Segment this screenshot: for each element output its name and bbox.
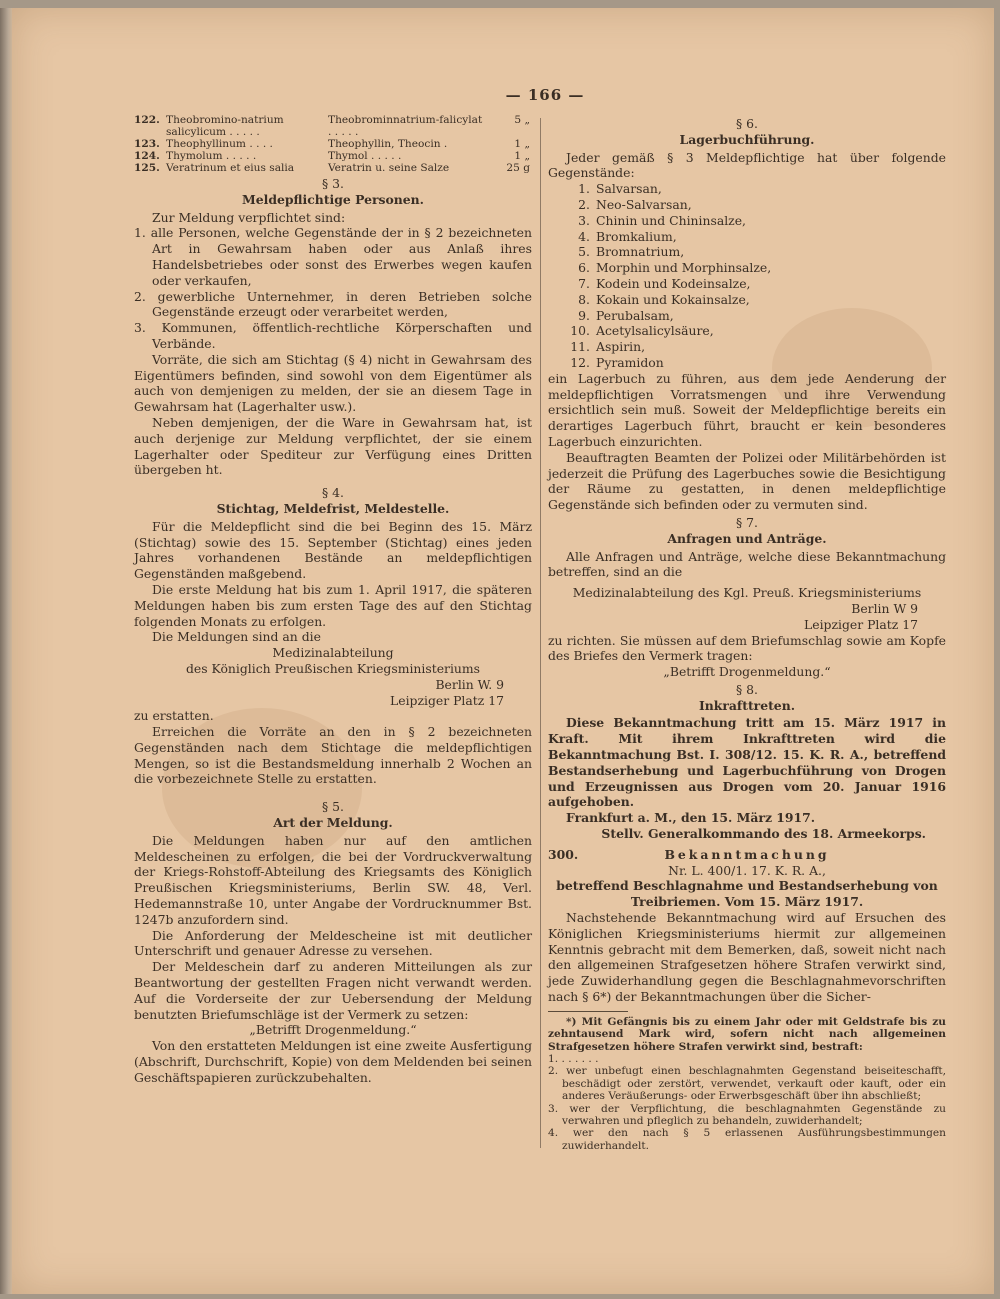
- drug-latin-name: Thymolum . . . . .: [166, 150, 257, 162]
- left-column: [134, 114, 532, 1086]
- footnote: [548, 1016, 946, 1152]
- list-item-number: 4.: [578, 228, 590, 244]
- drug-german-name: Theobrominnatrium-falicylat . . . . .: [328, 114, 483, 138]
- drug-german-name: Theophyllin, Theocin .: [328, 138, 448, 150]
- list-item: [548, 292, 946, 308]
- list-item-text: Perubalsam,: [596, 307, 674, 323]
- list-item: [548, 276, 946, 292]
- address-line: Medizinalabteilung des Kgl. Preuß. Kriegsministeriums: [572, 585, 922, 601]
- list-item-number: 1.: [578, 181, 590, 197]
- drug-amount: 1 „: [514, 138, 530, 150]
- drug-latin-name: Theophyllinum . . . .: [166, 138, 273, 150]
- section-3-item: 2. gewerbliche Unternehmer, in deren Betrieben solche Gegenstände erzeugt oder verarbeitet werden,: [134, 288, 532, 320]
- list-item-number: 3.: [578, 212, 590, 228]
- drug-amount: 5 „: [514, 114, 530, 126]
- address-closing: zu erstatten.: [134, 708, 214, 724]
- envelope-note: „Betrifft Drogenmeldung.“: [249, 1022, 417, 1038]
- list-item-text: Chinin und Chininsalze,: [596, 212, 746, 228]
- section-5-paragraph: Der Meldeschein darf zu anderen Mitteilungen als zur Beantwortung der gestellten Fragen nicht verwandt werden. Auf die Vorderseite der zur Uebersendung der Meldung benutzten Briefumschläge ist der Vermerk zu setzen:: [134, 959, 532, 1022]
- list-item: [548, 260, 946, 276]
- notice-300-header: [548, 847, 946, 863]
- list-item-number: 11.: [570, 339, 590, 355]
- notice-reference: Nr. L. 400/1. 17. K. R. A.,: [668, 862, 826, 878]
- list-item: [548, 323, 946, 339]
- section-7-title: Anfragen und Anträge.: [667, 530, 827, 546]
- section-6-paragraph: ein Lagerbuch zu führen, aus dem jede Aenderung der meldepflichtigen Vorratsmengen und ihre Verwendung ersichtlich sein muß. Soweit der Meldepflichtige bereits ein derartiges Lagerbuch führt, braucht er kein besonderes Lagerbuch einzurichten.: [548, 370, 946, 449]
- drug-latin-name: Veratrinum et eius salia: [166, 162, 295, 174]
- list-item-number: 5.: [578, 244, 590, 260]
- place-date: Frankfurt a. M., den 15. März 1917.: [566, 810, 816, 826]
- list-item-text: Acetylsalicylsäure,: [596, 323, 714, 339]
- section-7-paragraph: Alle Anfragen und Anträge, welche diese Bekanntmachung betreffen, sind an die: [548, 548, 946, 580]
- section-3-paragraph: Vorräte, die sich am Stichtag (§ 4) nicht in Gewahrsam des Eigentümers befinden, sind sowohl von dem Eigentümer als auch von demjenigen zu melden, der sie an diesem Tage in Gewahrsam hat (Lagerhalter usw.).: [134, 351, 532, 415]
- footnote-rule: [548, 1011, 628, 1012]
- section-3-paragraph: Neben demjenigen, der die Ware in Gewahrsam hat, ist auch derjenige zur Meldung verpflichtet, der sie einem Lagerhalter oder Spediteur zur Verfügung eines Dritten übergeben ht.: [134, 414, 532, 478]
- address-line: Berlin W. 9: [435, 676, 504, 692]
- footnote-item: 2. wer unbefugt einen beschlagnahmten Gegenstand beiseiteschafft, beschädigt oder zerstört, verwendet, verkauft oder kauft, oder ein anderes Veräußerungs- oder Erwerbsgeschäft über ihn abschließt;: [548, 1065, 946, 1103]
- address-line: Leipziger Platz 17: [804, 616, 918, 632]
- section-5-title: Art der Meldung.: [273, 815, 393, 831]
- list-item-number: 9.: [578, 307, 590, 323]
- section-7-number: § 7.: [736, 514, 758, 530]
- list-item: [548, 181, 946, 197]
- footnote-item: 3. wer der Verpflichtung, die beschlagnahmten Gegenstände zu verwahren und pfleglich zu behandeln, zuwiderhandelt;: [548, 1102, 946, 1128]
- page-number: — 166 —: [505, 86, 585, 104]
- section-4-paragraph: Die erste Meldung hat bis zum 1. April 1917, die späteren Meldungen haben bis zum ersten Tage des auf den Stichtag folgenden Monats zu erfolgen.: [134, 581, 532, 629]
- section-6-title: Lagerbuchführung.: [679, 131, 815, 147]
- drug-amount: 1 „: [514, 150, 530, 162]
- drug-number: 124.: [134, 150, 160, 162]
- list-item-text: Salvarsan,: [596, 181, 662, 197]
- address-line: Leipziger Platz 17: [390, 692, 504, 708]
- list-item-text: Pyramidon: [596, 354, 664, 370]
- section-4-paragraph: Erreichen die Vorräte an den in § 2 bezeichneten Gegenständen nach dem Stichtage die meldepflichtigen Mengen, so ist die Bestandsmeldung innerhalb 2 Wochen an die vorbezeichnete Stelle zu erstatten.: [134, 724, 532, 787]
- list-item-text: Bromnatrium,: [596, 244, 685, 260]
- section-5-paragraph: Die Meldungen haben nur auf den amtlichen Meldescheinen zu erfolgen, die bei der Vordruckverwaltung der Kriegs-Rohstoff-Abteilung des Kriegsamts des Königlich Preußischen Kriegsministeriums, Berlin SW. 48, Verl. Hedemannstraße 10, unter Angabe der Vordrucknummer Bst. 1247b anzufordern sind.: [134, 832, 532, 927]
- list-item: [548, 339, 946, 355]
- list-item-text: Kokain und Kokainsalze,: [596, 291, 750, 307]
- section-7-paragraph: zu richten. Sie müssen auf dem Briefumschlag sowie am Kopfe des Briefes den Vermerk tragen:: [548, 632, 946, 664]
- notice-title: betreffend Beschlagnahme und Bestandserhebung von Treibriemen. Vom 15. März 1917.: [556, 878, 938, 910]
- column-divider: [540, 118, 541, 1148]
- list-item: [548, 355, 946, 371]
- drug-german-name: Veratrin u. seine Salze: [328, 162, 450, 174]
- envelope-note: „Betrifft Drogenmeldung.“: [663, 664, 831, 680]
- list-item-text: Morphin und Morphinsalze,: [596, 260, 772, 276]
- notice-number: 300.: [548, 846, 579, 862]
- list-item-number: 12.: [570, 354, 590, 370]
- list-item-number: 10.: [570, 323, 590, 339]
- section-8-number: § 8.: [736, 681, 758, 697]
- section-4-title: Stichtag, Meldefrist, Meldestelle.: [216, 500, 450, 516]
- notice-paragraph: Nachstehende Bekanntmachung wird auf Ersuchen des Königlichen Kriegsministeriums hiermit zur allgemeinen Kenntnis gebracht mit dem Bemerken, daß, soweit nicht nach den allgemeinen Strafgesetzen höhere Strafen verwirkt sind, jede Zuwiderhandlung gegen die Beschlagnahmevorschriften nach § 6*) der Bekanntmachungen über die Sicher-: [548, 910, 946, 1005]
- address-line: Berlin W 9: [851, 600, 918, 616]
- drug-number: 123.: [134, 138, 160, 150]
- notice-heading: Bekanntmachung: [664, 846, 830, 862]
- list-item: [548, 213, 946, 229]
- list-item-text: Bromkalium,: [596, 228, 677, 244]
- list-item-text: Kodein und Kodeinsalze,: [596, 275, 751, 291]
- drug-row: [134, 138, 532, 150]
- section-5-paragraph: Von den erstatteten Meldungen ist eine zweite Ausfertigung (Abschrift, Durchschrift, Kopie) von dem Meldenden bei seinen Geschäftspapieren zurückzubehalten.: [134, 1038, 532, 1085]
- list-item-number: 8.: [578, 291, 590, 307]
- section-8-title: Inkrafttreten.: [698, 697, 796, 713]
- drug-number: 125.: [134, 162, 160, 174]
- list-item-number: 6.: [578, 260, 590, 276]
- drug-row: [134, 114, 532, 138]
- list-item: [548, 308, 946, 324]
- footnote-item: 1. . . . . . .: [548, 1053, 599, 1066]
- section-6-intro: Jeder gemäß § 3 Meldepflichtige hat über folgende Gegenstände:: [548, 149, 946, 181]
- drug-latin-name: Theobromino-natrium salicylicum . . . . .: [166, 114, 284, 138]
- list-item-number: 2.: [578, 196, 590, 212]
- section-5-paragraph: Die Anforderung der Meldescheine ist mit deutlicher Unterschrift und genauer Adresse zu versehen.: [134, 927, 532, 959]
- address-line: des Königlich Preußischen Kriegsministeriums: [185, 660, 480, 676]
- section-3-item: 3. Kommunen, öffentlich-rechtliche Körperschaften und Verbände.: [134, 320, 532, 351]
- section-3-number: § 3.: [322, 176, 344, 191]
- drug-amount: 25 g: [506, 162, 530, 174]
- drug-table: [134, 114, 532, 174]
- section-6-number: § 6.: [736, 116, 758, 131]
- section-6-paragraph: Beauftragten Beamten der Polizei oder Militärbehörden ist jederzeit die Prüfung des Lagerbuches sowie die Besichtigung der Räume zu gestatten, in denen meldepflichtige Gegenstände sich befinden oder zu vermuten sind.: [548, 449, 946, 513]
- drug-row: [134, 150, 532, 162]
- footnote-item: 4. wer den nach § 5 erlassenen Ausführungsbestimmungen zuwiderhandelt.: [548, 1127, 946, 1152]
- section-3-intro: Zur Meldung verpflichtet sind:: [152, 209, 346, 225]
- address-line: Medizinalabteilung: [272, 645, 394, 661]
- list-item: [548, 197, 946, 213]
- drug-number: 122.: [134, 114, 160, 126]
- drug-row: [134, 162, 532, 174]
- list-item-text: Neo-Salvarsan,: [596, 196, 692, 212]
- section-5-number: § 5.: [322, 799, 344, 815]
- section-4-number: § 4.: [322, 485, 344, 501]
- signature: Stellv. Generalkommando des 18. Armeekorps.: [601, 826, 926, 842]
- footnote-intro: *) Mit Gefängnis bis zu einem Jahr oder mit Geldstrafe bis zu zehntausend Mark wird, sofern nicht nach allgemeinen Strafgesetzen höhere Strafen verwirkt sind, bestraft:: [548, 1015, 946, 1053]
- drug-list: [548, 181, 946, 371]
- section-3-item: 1. alle Personen, welche Gegenstände der in § 2 bezeichneten Art in Gewahrsam haben oder aus Anlaß ihres Handelsbetriebes oder sonst des Erwerbes wegen kaufen oder verkaufen,: [134, 225, 532, 288]
- list-item-text: Aspirin,: [596, 339, 646, 355]
- right-column: [548, 114, 946, 1152]
- section-4-paragraph: Für die Meldepflicht sind die bei Beginn des 15. März (Stichtag) sowie des 15. September (Stichtag) eines jeden Jahres vorhandenen Bestände an meldepflichtigen Gegenständen maßgebend.: [134, 518, 532, 582]
- drug-german-name: Thymol . . . . .: [328, 150, 402, 162]
- list-item: [548, 244, 946, 260]
- list-item: [548, 229, 946, 245]
- section-8-paragraph: Diese Bekanntmachung tritt am 15. März 1917 in Kraft. Mit ihrem Inkrafttreten wird die Bekanntmachung Bst. I. 308/12. 15. K. R. A., betreffend Bestandserhebung und Lagerbuchführung von Drogen und Erzeugnissen aus Drogen vom 20. Januar 1916 aufgehoben.: [548, 715, 946, 810]
- list-item-number: 7.: [578, 275, 590, 291]
- section-3-title: Meldepflichtige Personen.: [242, 191, 424, 207]
- section-4-paragraph: Die Meldungen sind an die: [152, 629, 321, 645]
